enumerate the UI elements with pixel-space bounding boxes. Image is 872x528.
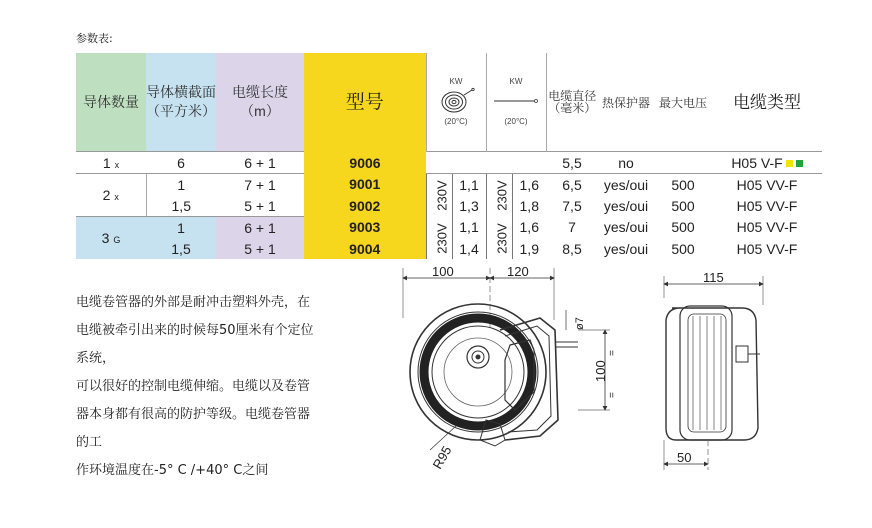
cable-type-cell: H05 V-F (712, 152, 822, 174)
header-thermal: 热保护器 (601, 96, 650, 110)
description-line: 电缆被牵引出来的时候每50厘米有个定位 (76, 323, 314, 338)
description-line: 器本身都有很高的防护等级。电缆卷管器 (76, 407, 311, 422)
model-cell: 9001 (304, 174, 426, 196)
description-line: 作环境温度在-5° C /+40° C之间 (76, 463, 269, 478)
model-cell: 9006 (304, 152, 426, 174)
diameter-cell: 7,5 (562, 197, 582, 214)
dimension-side-width: 115 (703, 270, 724, 285)
thermal-cell: yes/oui (603, 219, 649, 236)
conductor-count-cell: 2 x (76, 174, 146, 217)
cable-length-cell: 6 + 1 (216, 152, 304, 174)
kw-uncoiled-cell: 1,6 (512, 174, 546, 196)
kw-uncoiled-cell: 1,9 (512, 238, 546, 259)
cable-length-cell: 7 + 1 (244, 176, 276, 193)
header-kw-coiled: KW (20°C) (426, 53, 486, 152)
side-view-drawing (664, 276, 763, 470)
equal-mark-bottom: = (607, 392, 618, 398)
description-line: 的工 (76, 435, 103, 450)
kw-uncoiled-cell: 1,6 (512, 217, 546, 239)
diameter-cell: 6,5 (562, 176, 582, 193)
model-cell: 9002 (304, 195, 426, 217)
cable-type-cell: H05 VV-F (736, 240, 798, 257)
kw-coiled-cell: 1,1 (452, 217, 486, 239)
conductor-count-cell: 1 x (76, 152, 146, 174)
diameter-cell: 5,5 (546, 152, 598, 174)
cable-length-cell: 5 + 1 (216, 195, 304, 217)
kw-coiled-cell: 1,1 (452, 174, 486, 196)
dimension-front-right: 120 (507, 264, 529, 279)
kw-uncoiled-cell: 1,8 (512, 195, 546, 217)
cable-type-cell: H05 VV-F (736, 176, 798, 193)
description-line: 系统， (76, 351, 116, 366)
cross-section-cell: 1,5 (146, 195, 216, 217)
cable-length-cell: 5 + 1 (216, 238, 304, 259)
parameter-table-title: 参数表: (76, 32, 113, 45)
header-conductor-count: 导体数量 (76, 53, 146, 152)
voltage-label-coiled: 230V (426, 174, 452, 217)
cross-section-cell: 6 (146, 152, 216, 174)
thermal-cell: yes/oui (603, 240, 649, 257)
diameter-cell: 7 (568, 219, 576, 236)
description-line: 电缆卷管器的外部是耐冲击塑料外壳，在 (76, 295, 311, 310)
front-view-drawing (403, 268, 610, 450)
voltage-cell: 500 (671, 197, 695, 214)
kw-coiled-cell: 1,3 (452, 195, 486, 217)
voltage-cell: 500 (671, 240, 695, 257)
model-cell: 9004 (304, 238, 426, 259)
voltage-cell: 500 (671, 219, 695, 236)
description-line: 可以很好的控制电缆伸缩。电缆以及卷管 (76, 379, 311, 394)
cross-section-cell: 1,5 (146, 238, 216, 259)
dimension-mount-height: 100 (593, 360, 608, 382)
kw-coiled-cell: 1,4 (452, 238, 486, 259)
voltage-cell: 500 (671, 176, 695, 193)
cable-length-cell: 6 + 1 (216, 217, 304, 239)
conductor-count-cell: 3 G (76, 217, 146, 260)
header-max-voltage: 最大电压 (658, 96, 707, 110)
voltage-label-coiled: 230V (426, 217, 452, 260)
thermal-cell: yes/oui (603, 197, 649, 214)
header-cable-length: 电缆长度 （m） (216, 53, 304, 152)
dimension-radius: R95 (429, 443, 455, 472)
header-cable-type: 电缆类型 (733, 92, 801, 112)
diameter-cell: 8,5 (562, 240, 582, 257)
dimension-front-left: 100 (432, 264, 454, 279)
thermal-cell: no (598, 152, 654, 174)
dimension-side-depth: 50 (677, 450, 692, 465)
header-cross-section: 导体横截面 （平方米） (146, 53, 216, 152)
header-model: 型号 (304, 53, 426, 152)
cross-section-cell: 1 (146, 174, 216, 196)
header-kw-uncoiled: KW (20°C) (486, 53, 546, 152)
dimension-hole-diameter: ø7 (574, 317, 586, 330)
voltage-label-uncoiled: 230V (486, 217, 512, 260)
cross-section-cell: 1 (146, 217, 216, 239)
cable-type-cell: H05 VV-F (736, 219, 798, 236)
thermal-cell: yes/oui (603, 176, 649, 193)
voltage-label-uncoiled: 230V (486, 174, 512, 217)
equal-mark-top: = (607, 350, 618, 356)
cable-type-cell: H05 VV-F (736, 197, 798, 214)
model-cell: 9003 (304, 217, 426, 239)
header-diameter: 电缆直径 （毫米） (546, 53, 598, 152)
